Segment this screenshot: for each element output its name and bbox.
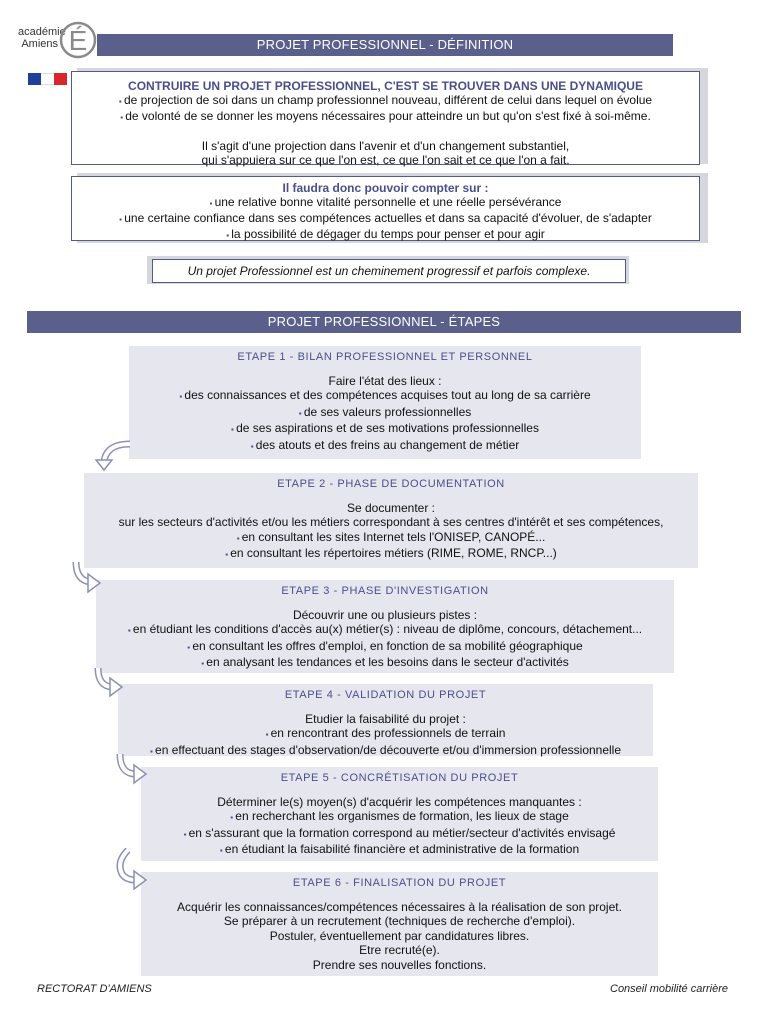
step-4-bullet: ▪ en effectuant des stages d'observation/de découverte et/ou d'immersion professionnelle: [118, 743, 653, 760]
compter-box: [71, 176, 700, 241]
step-6-line: Postuler, éventuellement par candidatures libres.: [269, 928, 530, 943]
step-3-bullet: ▪ en consultant les offres d'emploi, en fonction de sa mobilité géographique: [96, 639, 674, 656]
compter-bullet: ▪ une certaine confiance dans ses compétences actuelles et dans sa capacité d'évoluer, de s'adapter: [72, 211, 699, 227]
curved-arrow-icon: [114, 752, 150, 788]
footer-left: RECTORAT D'AMIENS: [37, 983, 152, 995]
step-1-bullet: ▪ des atouts et des freins au changement de métier: [129, 438, 641, 455]
compter-bullet: ▪ une relative bonne vitalité personnelle et une réelle persévérance: [72, 195, 699, 211]
step-3-title: ETAPE 3 - PHASE D'INVESTIGATION: [281, 585, 489, 597]
step-4-bullet: ▪ en rencontrant des professionnels de terrain: [118, 726, 653, 743]
step-5-bullet: ▪ en recherchant les organismes de formation, les lieux de stage: [141, 809, 658, 826]
step-3-bullet: ▪ en analysant les tendances et les besoins dans le secteur d'activités: [96, 655, 674, 672]
step-1: [129, 346, 641, 459]
logo-line-1: académie: [18, 26, 66, 38]
step-1-bullet: ▪ des connaissances et des compétences acquises tout au long de sa carrière: [129, 388, 641, 405]
step-6-line: Prendre ses nouvelles fonctions.: [312, 957, 487, 972]
step-5-bullet: ▪ en étudiant la faisabilité financière et administrative de la formation: [141, 842, 658, 859]
curved-arrow-icon: [68, 560, 102, 596]
step-6-line: Acquérir les connaissances/compétences nécessaires à la réalisation de son projet.: [177, 899, 622, 914]
curved-arrow-icon: [114, 848, 150, 890]
logo-text: [18, 26, 66, 50]
step-1-bullet: ▪ de ses aspirations et de ses motivations professionnelles: [129, 421, 641, 438]
step-6-line: Se préparer à un recrutement (techniques de recherche d'emploi).: [223, 914, 576, 929]
step-5-bullet: ▪ en s'assurant que la formation correspond au métier/secteur d'activités envisagé: [141, 826, 658, 843]
step-5-title: ETAPE 5 - CONCRÉTISATION DU PROJET: [280, 772, 519, 784]
step-5: [141, 767, 658, 861]
step-4-title: ETAPE 4 - VALIDATION DU PROJET: [284, 689, 487, 701]
step-2-intro-2: sur les secteurs d'activités et/ou les métiers correspondant à ses centres d'intérêt et ses compétences,: [118, 515, 664, 530]
step-1-intro: Faire l'état des lieux :: [328, 373, 442, 388]
step-6-title: ETAPE 6 - FINALISATION DU PROJET: [292, 877, 507, 889]
dynamique-paragraph-2: qui s'appuiera sur ce que l'on est, ce que l'on sait et ce que l'on a fait.: [201, 153, 570, 167]
dynamique-paragraph-1: Il s'agit d'une projection dans l'avenir et d'un changement substantiel,: [201, 139, 570, 153]
dynamique-bullet: ▪ de volonté de se donner les moyens nécessaires pour atteindre un but qu'on s'est fixé à soi-même.: [72, 109, 699, 125]
step-1-title: ETAPE 1 - BILAN PROFESSIONNEL ET PERSONNEL: [237, 351, 533, 363]
french-flag-icon: [28, 72, 68, 84]
step-3-bullet: ▪ en étudiant les conditions d'accès au(x) métier(s) : niveau de diplôme, concours, détachement...: [96, 622, 674, 639]
curved-arrow-icon: [92, 438, 134, 474]
curved-arrow-icon: [92, 666, 126, 700]
footer-right: Conseil mobilité carrière: [610, 983, 728, 995]
step-4-intro: Etudier la faisabilité du projet :: [305, 711, 466, 726]
step-2-bullet: ▪ en consultant les répertoires métiers (RIME, ROME, RNCP...): [84, 546, 698, 563]
step-6: [141, 872, 658, 976]
note-box: Un projet Professionnel est un cheminement progressif et parfois complexe.: [152, 259, 626, 283]
step-1-bullet: ▪ de ses valeurs professionnelles: [129, 405, 641, 422]
logo-line-2: Amiens: [21, 38, 58, 50]
step-2-intro: Se documenter :: [346, 500, 436, 515]
dynamique-box: [71, 71, 700, 165]
definition-title: PROJET PROFESSIONNEL - DÉFINITION: [97, 34, 673, 56]
compter-bullet: ▪ la possibilité de dégager du temps pour penser et pour agir: [72, 227, 699, 243]
step-6-line: Etre recruté(e).: [359, 943, 440, 958]
step-2-bullet: ▪ en consultant les sites Internet tels l'ONISEP, CANOPÉ...: [84, 530, 698, 547]
step-2: [84, 473, 698, 568]
step-5-intro: Déterminer le(s) moyen(s) d'acquérir les compétences manquantes :: [217, 794, 582, 809]
dynamique-bullet: ▪ de projection de soi dans un champ professionnel nouveau, différent de celui dans lequel on évolue: [72, 93, 699, 109]
step-3: [96, 580, 674, 673]
step-2-title: ETAPE 2 - PHASE DE DOCUMENTATION: [277, 478, 505, 490]
etapes-title: PROJET PROFESSIONNEL - ÉTAPES: [27, 311, 741, 333]
compter-heading: Il faudra donc pouvoir compter sur :: [282, 181, 489, 195]
step-3-intro: Découvrir une ou plusieurs pistes :: [292, 607, 478, 622]
logo-e-icon: [58, 12, 98, 62]
svg-text:É: É: [68, 25, 88, 56]
step-4: [118, 684, 653, 756]
dynamique-heading: CONTRUIRE UN PROJET PROFESSIONNEL, C'EST SE TROUVER DANS UNE DYNAMIQUE: [128, 79, 643, 93]
